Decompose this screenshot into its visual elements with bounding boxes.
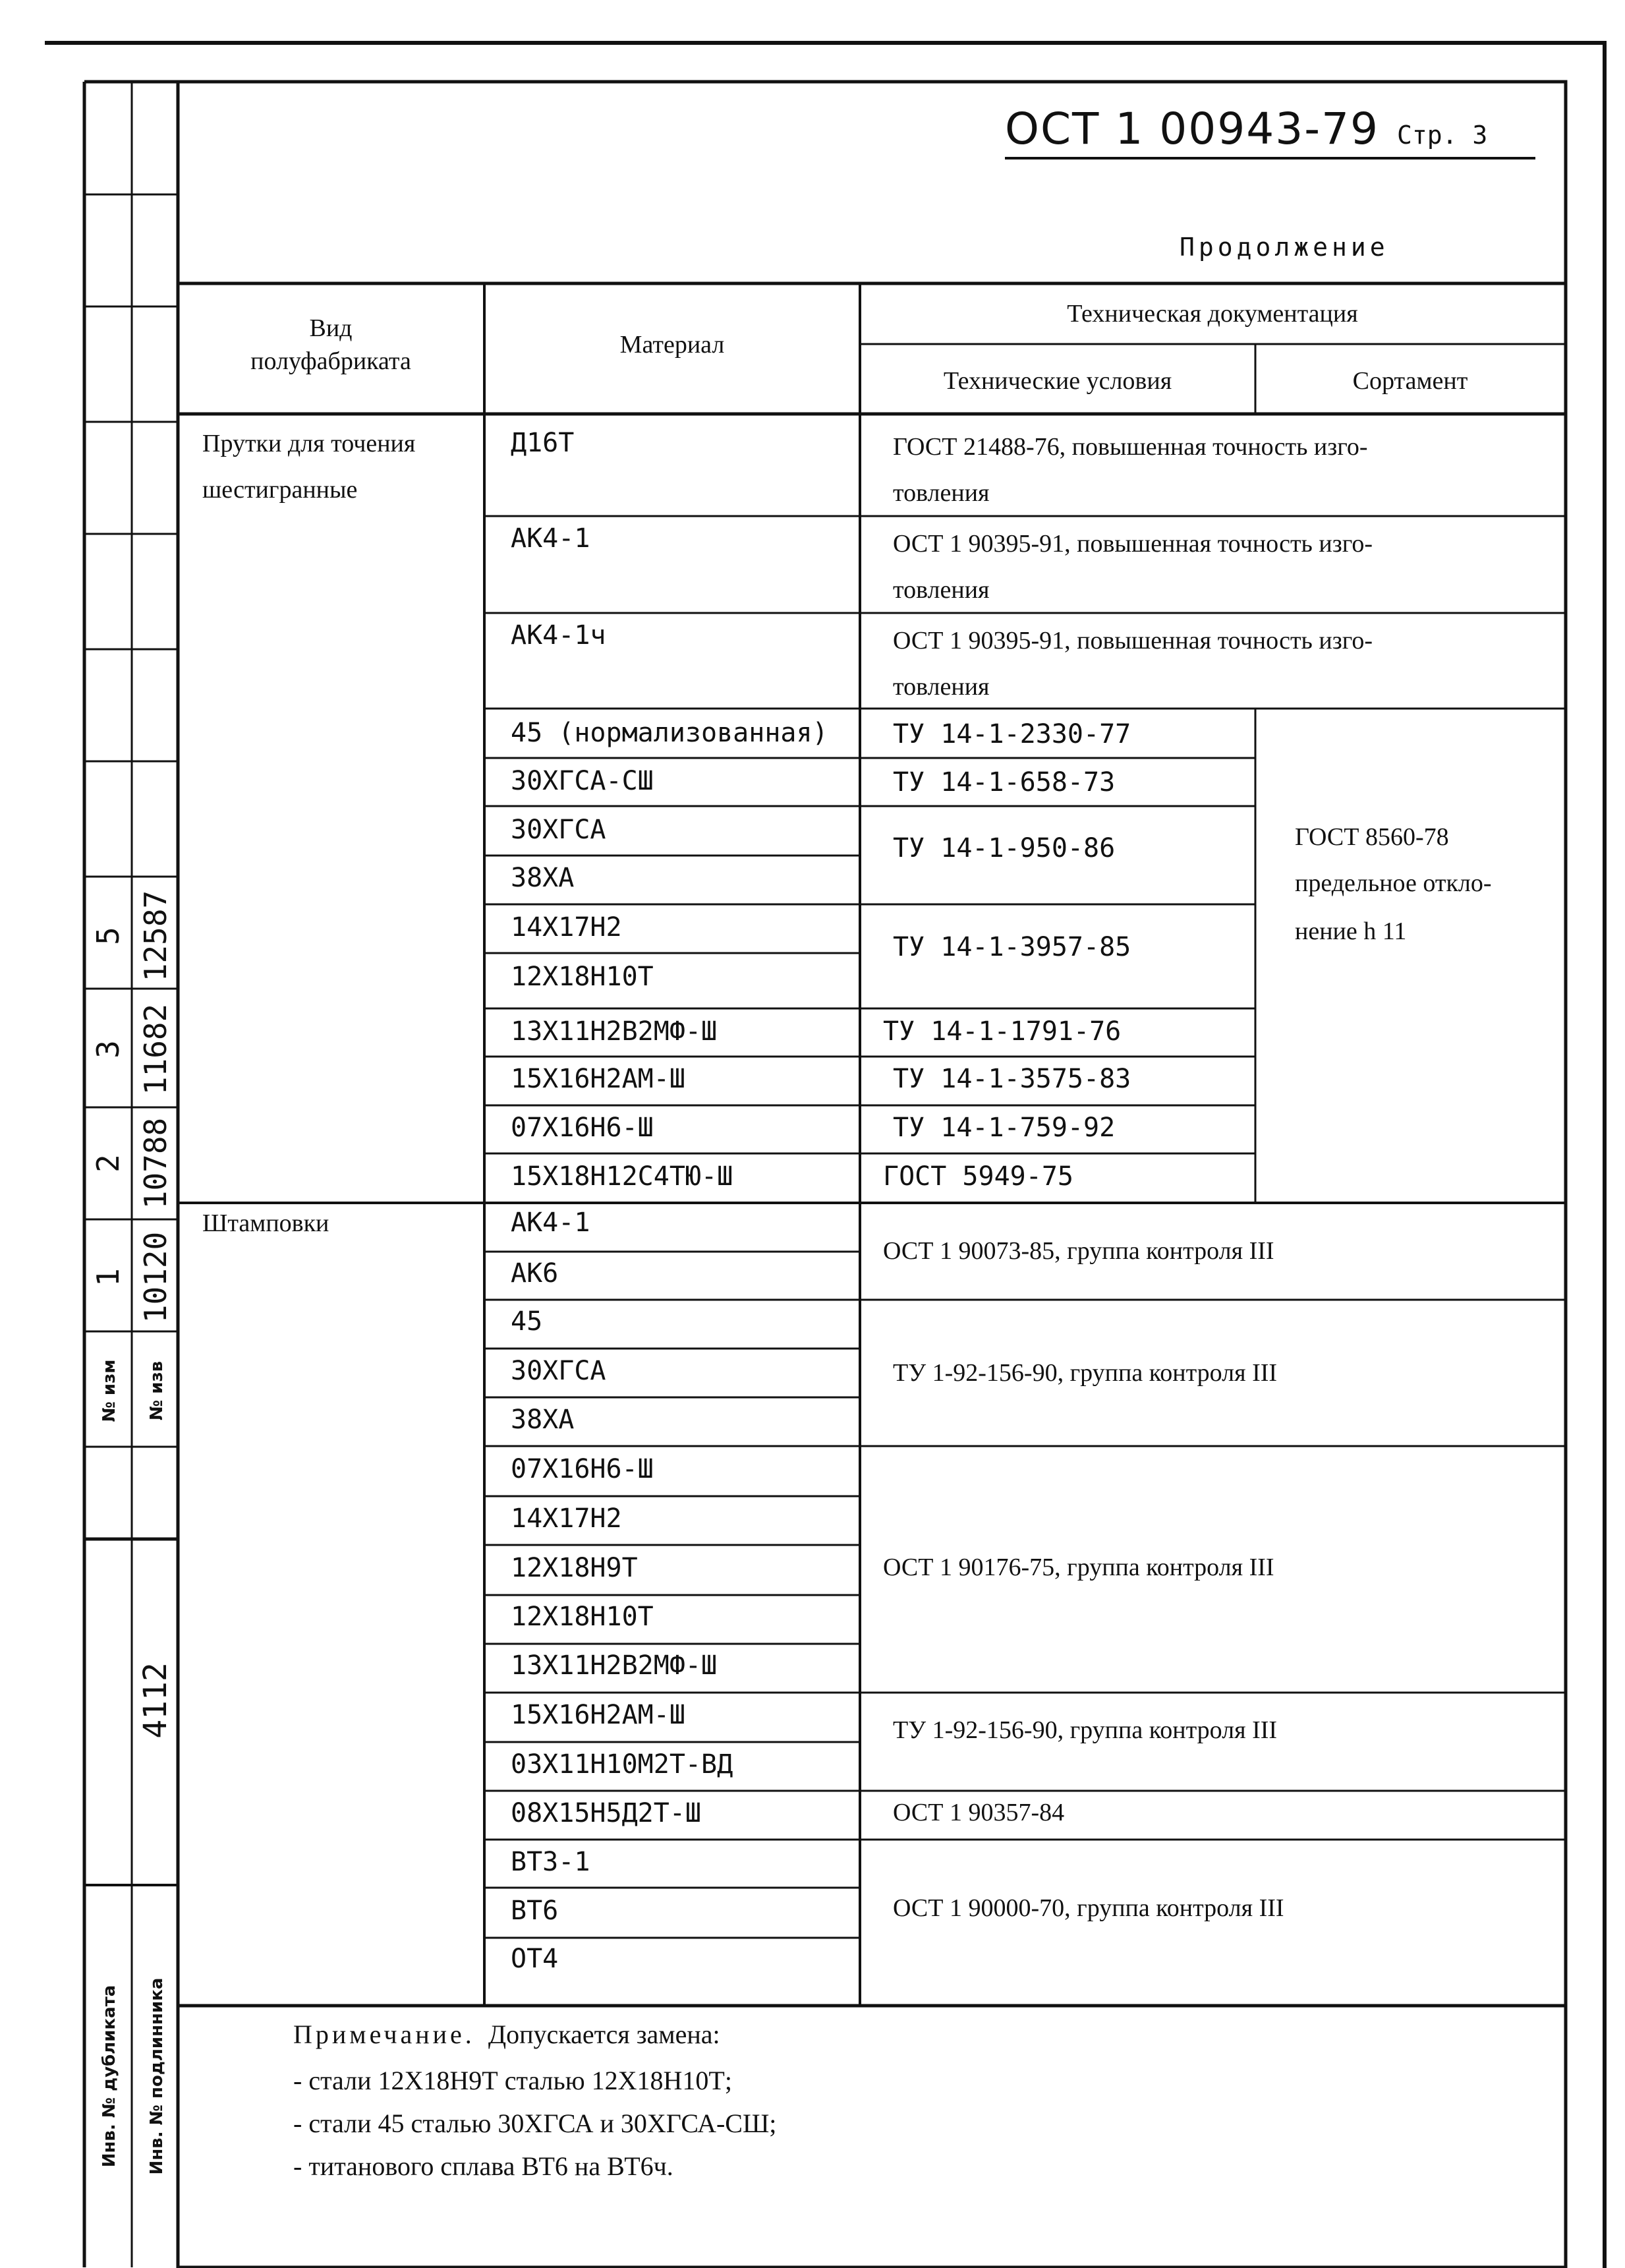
material-cell: 12Х18Н9Т bbox=[511, 1553, 638, 1583]
revision-labels bbox=[100, 1360, 167, 2175]
revision-notice-number: 10788 bbox=[138, 1117, 173, 1209]
main-frame bbox=[178, 82, 1566, 2267]
revision-notice-number: 10120 bbox=[138, 1231, 173, 1323]
stamping-docs-column bbox=[883, 1237, 1284, 1922]
material-cell: 15Х16Н2АМ-Ш bbox=[511, 1064, 685, 1094]
revision-change-number: 5 bbox=[90, 927, 126, 945]
column-header-semi-product: Вид bbox=[309, 314, 353, 342]
tech-condition-cell: ТУ 14-1-3957-85 bbox=[893, 932, 1131, 962]
material-cell: 14Х17Н2 bbox=[511, 1503, 622, 1534]
note-item: - титанового сплава ВТ6 на ВТ6ч. bbox=[293, 2151, 673, 2181]
revision-change-number: 2 bbox=[90, 1154, 126, 1173]
material-cell: 30ХГСА bbox=[511, 815, 606, 845]
note-item: - стали 12Х18Н9Т сталью 12Х18Н10Т; bbox=[293, 2066, 732, 2095]
stamping-doc-cell: ОСТ 1 90000-70, группа контроля III bbox=[893, 1894, 1284, 1922]
semi-product-groups bbox=[202, 430, 415, 1237]
tech-condition-cell: ТУ 14-1-2330-77 bbox=[893, 719, 1131, 749]
material-cell: 15Х16Н2АМ-Ш bbox=[511, 1700, 685, 1730]
assortment-line: предельное откло- bbox=[1295, 869, 1492, 897]
material-cell: ВТ6 bbox=[511, 1896, 559, 1926]
original-inventory-label: Инв. № подлинника bbox=[147, 1977, 167, 2175]
continuation-label: Продолжение bbox=[1180, 233, 1389, 262]
material-cell: ВТ3-1 bbox=[511, 1847, 590, 1877]
material-cell: 30ХГСА-СШ bbox=[511, 766, 654, 796]
column-header-semi-product: полуфабриката bbox=[250, 347, 411, 375]
stamping-doc-cell: ОСТ 1 90073-85, группа контроля III bbox=[883, 1237, 1274, 1265]
material-cell: 07Х16Н6-Ш bbox=[511, 1454, 654, 1484]
notice-number-label: № изв bbox=[147, 1360, 167, 1421]
stamping-doc-cell: ТУ 1-92-156-90, группа контроля III bbox=[893, 1716, 1278, 1744]
material-cell: АК4-1 bbox=[511, 1207, 590, 1238]
stamping-doc-cell: ОСТ 1 90357-84 bbox=[893, 1799, 1065, 1826]
material-cell: 07Х16Н6-Ш bbox=[511, 1113, 654, 1143]
material-cell: 38ХА bbox=[511, 1405, 575, 1435]
material-cell: АК6 bbox=[511, 1258, 559, 1289]
material-cell: 38ХА bbox=[511, 863, 575, 893]
tech-doc-cell: товления bbox=[893, 673, 990, 701]
tech-condition-cell: ГОСТ 5949-75 bbox=[883, 1161, 1073, 1192]
material-cell: 03Х11Н10М2Т-ВД bbox=[511, 1749, 733, 1780]
material-cell: 08Х15Н5Д2Т-Ш bbox=[511, 1798, 701, 1828]
semi-product-name: Прутки для точения bbox=[202, 430, 416, 457]
assortment-line: нение h 11 bbox=[1295, 917, 1407, 945]
note-section bbox=[293, 2020, 776, 2181]
material-cell: ОТ4 bbox=[511, 1944, 559, 1974]
stamping-doc-cell: ТУ 1-92-156-90, группа контроля III bbox=[893, 1359, 1278, 1387]
tech-doc-cell: товления bbox=[893, 479, 990, 507]
revision-change-number: 3 bbox=[90, 1040, 126, 1059]
note-title: Примечание. bbox=[293, 2020, 475, 2049]
material-cell: 30ХГСА bbox=[511, 1356, 606, 1386]
tech-doc-cell: товления bbox=[893, 576, 990, 604]
page-number: Стр. 3 bbox=[1397, 121, 1488, 150]
document-number: ОСТ 1 00943-79 bbox=[1005, 103, 1380, 154]
original-inventory-number: 4112 bbox=[137, 1662, 174, 1739]
revision-change-number: 1 bbox=[90, 1268, 126, 1287]
stamping-doc-cell: ОСТ 1 90176-75, группа контроля III bbox=[883, 1554, 1274, 1581]
assortment-line: ГОСТ 8560-78 bbox=[1295, 823, 1449, 851]
material-cell: 45 bbox=[511, 1306, 543, 1337]
note-intro: Допускается замена: bbox=[488, 2020, 720, 2049]
material-cell: 14Х17Н2 bbox=[511, 912, 622, 943]
semi-product-name: шестигранные bbox=[202, 476, 358, 504]
tech-doc-cell: ОСТ 1 90395-91, повышенная точность изго- bbox=[893, 530, 1373, 558]
column-header-assortment: Сортамент bbox=[1352, 367, 1468, 395]
note-item: - стали 45 сталью 30ХГСА и 30ХГСА-СШ; bbox=[293, 2108, 777, 2138]
tech-doc-cell: ГОСТ 21488-76, повышенная точность изго- bbox=[893, 433, 1368, 461]
tech-condition-cell: ТУ 14-1-3575-83 bbox=[893, 1064, 1131, 1094]
tech-docs-wide bbox=[893, 433, 1373, 701]
material-cell: 12Х18Н10Т bbox=[511, 962, 654, 992]
material-cell: 13Х11Н2В2МФ-Ш bbox=[511, 1650, 718, 1681]
note-heading bbox=[293, 2020, 720, 2049]
column-header-tech-docs: Техническая документация bbox=[1067, 300, 1358, 328]
tech-condition-cell: ТУ 14-1-1791-76 bbox=[883, 1016, 1122, 1047]
duplicate-inventory-label: Инв. № дубликата bbox=[100, 1985, 119, 2168]
material-cell: АК4-1ч bbox=[511, 620, 606, 651]
material-cell: 13Х11Н2В2МФ-Ш bbox=[511, 1016, 718, 1047]
material-cell: Д16Т bbox=[511, 428, 575, 458]
revision-notice-number: 12587 bbox=[138, 890, 173, 982]
column-header-tech-conditions: Технические условия bbox=[943, 367, 1172, 395]
material-cell: 12Х18Н10Т bbox=[511, 1602, 654, 1632]
tech-conditions-column bbox=[883, 719, 1131, 1192]
semi-product-name: Штамповки bbox=[202, 1209, 329, 1237]
column-header-material: Материал bbox=[619, 331, 725, 359]
tech-doc-cell: ОСТ 1 90395-91, повышенная точность изго- bbox=[893, 627, 1373, 654]
material-cell: 45 (нормализованная) bbox=[511, 718, 828, 748]
material-cell: 15Х18Н12С4ТЮ-Ш bbox=[511, 1161, 733, 1192]
tech-condition-cell: ТУ 14-1-658-73 bbox=[893, 767, 1116, 798]
change-number-label: № изм bbox=[100, 1359, 119, 1422]
material-cell: АК4-1 bbox=[511, 523, 590, 554]
tech-condition-cell: ТУ 14-1-950-86 bbox=[893, 833, 1116, 863]
tech-condition-cell: ТУ 14-1-759-92 bbox=[893, 1113, 1116, 1143]
revision-notice-number: 11682 bbox=[138, 1003, 173, 1095]
assortment-cell bbox=[1295, 823, 1492, 945]
